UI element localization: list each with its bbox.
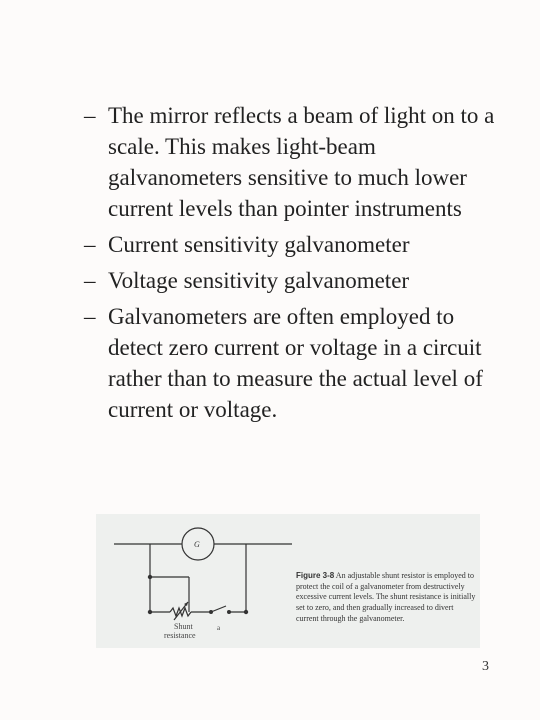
bullet-dash: – (84, 103, 96, 128)
bullet-item (84, 100, 514, 224)
resistance-label: resistance (164, 631, 196, 640)
switch-symbol (211, 606, 226, 612)
junction-dot (209, 610, 213, 614)
bullet-text: Galvanometers are often employed to detect zero current or voltage in a circuit rather than to measure the actual level of current or voltage. (108, 304, 483, 422)
bullet-text: The mirror reflects a beam of light on to a scale. This makes light-beam galvanometers sensitive to much lower current levels than pointer instruments (108, 103, 495, 221)
bullet-item (84, 229, 514, 260)
bullet-dash: – (84, 304, 96, 329)
caption-text: An adjustable shunt resistor is employed to protect the coil of a galvanometer from destructively excessive current levels. The shunt resistance is initially set to zero, and then gradually increased to divert current through the galvanometer. (296, 571, 476, 623)
bullet-dash: – (84, 268, 96, 293)
junction-dot (244, 610, 248, 614)
caption-label: Figure 3-8 (296, 571, 335, 580)
bullet-dash: – (84, 232, 96, 257)
bullet-text: Voltage sensitivity galvanometer (108, 268, 410, 293)
galvanometer-label: G (194, 540, 200, 549)
bullet-list (84, 100, 514, 430)
figure-caption (296, 571, 478, 625)
bullet-text: Current sensitivity galvanometer (108, 232, 410, 257)
page-number: 3 (482, 659, 489, 674)
junction-dot (148, 610, 152, 614)
bullet-item (84, 301, 514, 425)
shunt-label: Shunt (174, 622, 193, 631)
arrow-label: a (217, 624, 221, 632)
junction-dot (148, 575, 152, 579)
bullet-item (84, 265, 514, 296)
circuit-figure (96, 514, 480, 648)
junction-dot (227, 610, 231, 614)
